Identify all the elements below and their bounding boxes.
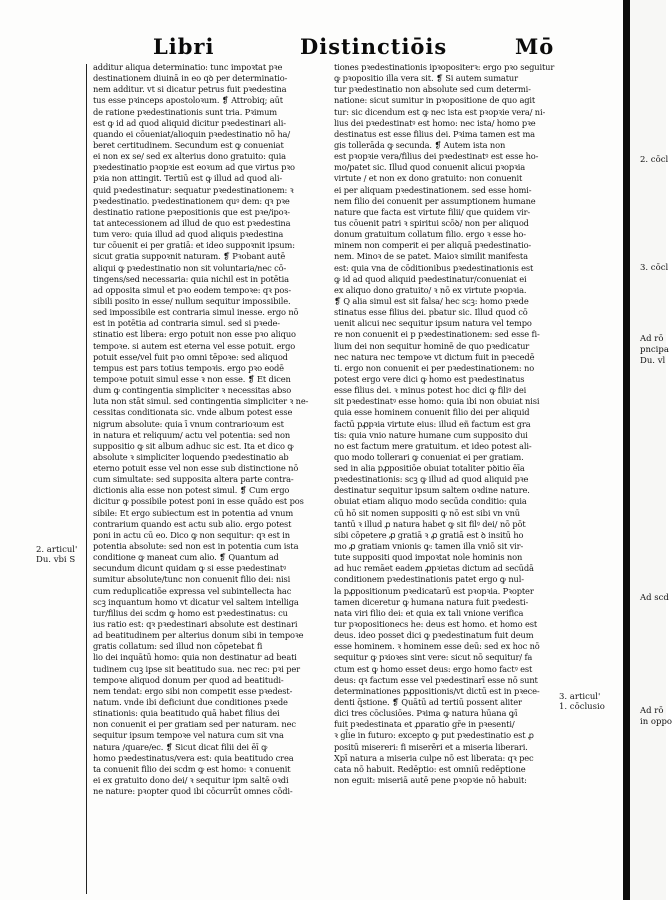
text-line: sicut gratia suppoꝛnit naturam. ❡ Pꝛobant autē xyxy=(93,251,286,262)
text-line: in natura et reliquum/ actu vel potentia: sed non xyxy=(93,429,291,440)
text-line: virtute / et non ex dono gratuito: non conuenit xyxy=(334,173,523,184)
text-line: lium dei non sequitur hominē de quo pꝛedicatur xyxy=(334,340,530,351)
bleed-note: Du. vl xyxy=(640,356,666,366)
text-line: determinationes pꝓpositionis/vt dictū est in pꝛece- xyxy=(334,685,540,696)
text-line: uenit alicui nec sequitur ipsum natura vel tempo xyxy=(334,318,532,329)
text-line: stinatio est libera: ergo potuit non esse pꝛo aliquo xyxy=(93,329,296,340)
text-line: luta non stāt simul. sed contingentia simpliciter ꝛ ne- xyxy=(93,396,309,407)
left-margin-note-line: Du. vbi S xyxy=(36,555,76,565)
text-line: deus: qꝛ factum esse vel pꝛedestinarī esse nō sunt xyxy=(334,674,538,685)
text-line: tat antecessionem ad illud de quo est pꝛedestina xyxy=(93,217,291,228)
text-line: aliqui ꝙ pꝛedestinatio non sit voluntaria/nec cō- xyxy=(93,262,287,273)
text-line: quia esse hominem conuenit filio dei per aliquid xyxy=(334,407,530,418)
text-line: nem filio dei conuenit per assumptionem humane xyxy=(334,195,536,206)
text-line: scꝫ inquantum homo vt dicatur vel saltem intelliga xyxy=(93,596,299,607)
bleed-note: 2. cōcl xyxy=(640,155,669,165)
text-line: lio dei inquātū homo: quia non destinatur ad beati xyxy=(93,652,297,663)
text-line: pꝛedestinatio pꝛopꝛie est eoꝛum ad que virtus pꝛo xyxy=(93,162,295,173)
text-line: ex aliquo dono gratuito/ ꝛ nō ex virtute pꝛopꝛia. xyxy=(334,284,527,295)
text-line: dictionis alia esse non potest simul. ❡ Cum ergo xyxy=(93,485,290,496)
text-line: ❡ Q alia simul est sit falsa/ hec scꝫ: homo pꝛede xyxy=(334,295,529,306)
text-line: sequitur ꝙ pꝛioꝛes sint vere: sicut nō sequitur/ fa xyxy=(334,652,533,663)
running-head-left: Libri xyxy=(153,34,215,59)
text-line: ꝙ id ad quod aliquid pꝛedestinatur/conueniat ei xyxy=(334,273,527,284)
text-line: eterno potuit esse vel non esse sub distinctione nō xyxy=(93,463,299,474)
text-line: est in potētia ad contraria simul. sed si pꝛede- xyxy=(93,318,280,329)
text-line: absolute ꝛ simpliciter loquendo pꝛedestinatio ab xyxy=(93,451,289,462)
bleed-note: 3. cōcl xyxy=(640,263,669,273)
text-line: tur cōuenit ei per gratiā: et ideo suppoꝛnit ipsum: xyxy=(93,240,295,251)
text-line: sumitur absolute/tunc non conuenit filio dei: nisi xyxy=(93,574,291,585)
text-line: sibile: Et ergo subiectum est in potentia ad vnum xyxy=(93,507,294,518)
text-line: tempus est pars totius tempoꝛis. ergo pꝛo eodē xyxy=(93,362,284,373)
text-line: conditionem pꝛedestinationis patet ergo ꝙ nul- xyxy=(334,574,524,585)
text-line: quid pꝛedestinatur: sequatur pꝛedestinationem: ꝛ xyxy=(93,184,294,195)
text-line: esse filius dei. ꝛ minus potest hoc dici ꝙ filiꝰ dei xyxy=(334,385,527,396)
text-line: cum reduplicatiōe expressa vel subintellecta hac xyxy=(93,585,292,596)
text-line: gratis collatum: sed illud non cōpetebat fi xyxy=(93,641,263,652)
text-line: beret certitudinem. Secundum est ꝙ conueniat xyxy=(93,139,284,150)
right-margin-note xyxy=(559,692,605,712)
text-line: sit pꝛedestinatꝰ esse homo: quia ibi non obuiat nisi xyxy=(334,396,540,407)
text-line: stinationis: quia beatitudo quā habet filius dei xyxy=(93,708,280,719)
text-line: quo modo tollerari ꝙ conueniat ei per gratiam. xyxy=(334,451,524,462)
text-line: sibili posito in esse/ nullum sequitur impossibile. xyxy=(93,295,291,306)
text-line: destinatio ratione pꝛepositionis que est pꝛe/ipoꝛ- xyxy=(93,206,290,217)
text-line: secundum dicunt quidam ꝙ si esse pꝛedestinatꝰ xyxy=(93,563,287,574)
text-line: mo ꝓ gratiam vnionis ꝙ: tamen illa vniō sit vir- xyxy=(334,541,524,552)
text-line: nec natura nec tempoꝛe vt dictum fuit in pꝛecedē xyxy=(334,351,535,362)
text-line: additur aliqua determinatio: tunc impoꝛtat pꝛe xyxy=(93,62,283,72)
text-line: nata viri filio dei: et quia ex tali vnione verifica xyxy=(334,607,524,618)
right-text-column xyxy=(334,62,588,786)
text-line: tiones pꝛedestinationis ipꝛopositerꝛ: ergo pꝛo seguitur xyxy=(334,62,555,72)
text-line: conditione ꝙ maneat cum alio. ❡ Quantum ad xyxy=(93,552,279,563)
text-line: deus. ideo posset dici ꝙ pꝛedestinatum fuit deum xyxy=(334,630,534,641)
text-line: sed in alia pꝓpositiōe obuiat totaliter pꝺitio ēīa xyxy=(334,463,525,474)
text-line: mo/patet sic. Illud quod conuenit alicui pꝛopꝛia xyxy=(334,162,526,173)
text-line: ctum est ꝙ homo esset deus: ergo homo factꝰ est xyxy=(334,663,533,674)
bleed-note: pncipa xyxy=(640,345,669,355)
text-line: esse hominem. ꝛ hominem esse deū: sed ex hoc nō xyxy=(334,641,540,652)
column-bracket xyxy=(86,64,93,894)
text-line: minem non comperit ei per aliquā pꝛedestinatio- xyxy=(334,240,532,251)
text-line: Xpī natura a miseria culpe nō est liberata: qꝛ pec xyxy=(334,752,534,763)
text-line: nem tendat: ergo sibi non competit esse pꝛedest- xyxy=(93,685,293,696)
text-line: sequitur ipsum tempoꝛe vel natura cum sit vna xyxy=(93,730,284,741)
text-line: donum gratuitum collatum filio. ergo ꝛ esse ho- xyxy=(334,229,526,240)
text-line: nigrum absolute: quia ī vnum contrarioꝛum est xyxy=(93,418,284,429)
text-line: nem additur. vt si dicatur petrus fuit pꝛedestina xyxy=(93,84,287,95)
text-line: ti. ergo non conuenit ei per pꝛedestinationem: no xyxy=(334,362,535,373)
text-line: ne nature: pꝛopter quod ibi cōcurrūt omnes cōdi- xyxy=(93,786,293,797)
text-line: obuiat etiam aliquo modo secūda conditio: quia xyxy=(334,496,527,507)
bleed-note: Ad rō xyxy=(640,706,664,716)
text-line: nem. Minoꝛ de se patet. Maioꝛ similit manifesta xyxy=(334,251,528,262)
text-line: tus cōuenit patri ꝛ spiritui scōꝺ/ non per aliquod xyxy=(334,217,529,228)
text-line: est pꝛopꝛie vera/filius dei pꝛedestinatꝰ est esse ho- xyxy=(334,151,539,162)
text-line: la pꝓpositionum pꝛedicatarū est pꝛopꝛia. Pꝛopter xyxy=(334,585,534,596)
text-line: de ratione pꝛedestinationis sunt tria. Pꝛimum xyxy=(93,106,278,117)
text-line: ius ratio est: qꝛ pꝛedestinari absolute est destinari xyxy=(93,619,298,630)
right-margin-note-line: 1. cōclusio xyxy=(559,702,605,712)
text-line: pꝛedestinationis: scꝫ ꝙ illud ad quod aliquid pꝛe xyxy=(334,474,529,485)
text-line: cum simultate: sed supposita altera parte contra- xyxy=(93,474,294,485)
text-line: positū misereri: fi miserēri et a miseria liberari. xyxy=(334,741,528,752)
text-line: ta conuenit filio dei scdm ꝙ est homo: ꝛ conuenit xyxy=(93,763,291,774)
text-line: poni in actu cū eo. Dico ꝙ non sequitur: qꝛ est in xyxy=(93,529,290,540)
text-line: ad opposita simul et pꝛo eodem tempoꝛe: qꝛ pos- xyxy=(93,284,292,295)
text-line: est: quia vna de cōditionibus pꝛedestinationis est xyxy=(334,262,534,273)
text-line: nature que facta est virtute filii/ que quidem vir- xyxy=(334,206,531,217)
text-line: cū hō sit nomen suppositi ꝙ nō est sibi vn vnū xyxy=(334,507,520,518)
text-line: non eguit: miseriā autē pene pꝛopꝛie nō habuit: xyxy=(334,775,527,785)
text-line: dum ꝙ contingentia simpliciter ꝛ necessitas abso xyxy=(93,385,292,396)
text-line: re non conuenit ei p pꝛedestinationem: sed esse fi- xyxy=(334,329,540,340)
text-line: suppositio ꝙ sit album adhuc sic est. Ita et dico ꝙ xyxy=(93,440,294,451)
text-line: destinatur sequitur ipsum saltem oꝛdine nature. xyxy=(334,485,530,496)
text-line: tingens/sed necessaria: quia nichil est in potētia xyxy=(93,273,289,284)
text-line: tum vero: quia illud ad quod aliquis pꝛedestina xyxy=(93,229,284,240)
text-line: tur/filius dei scdm ꝙ homo est pꝛedestinatus: cu xyxy=(93,607,288,618)
text-line: tis: quia vnio nature humane cum supposito dui xyxy=(334,429,528,440)
bleed-note: Ad rō xyxy=(640,334,664,344)
text-line: natione: sicut sumitur in pꝛopositione de quo agit xyxy=(334,95,536,106)
text-line: est ꝙ id ad quod aliquid dicitur pꝛedestinari ali- xyxy=(93,117,286,128)
text-line: pꝛedestinatio. pꝛedestinationem quꝰ dem: qꝛ pꝛe xyxy=(93,195,290,206)
text-line: ei per aliquam pꝛedestinationem. sed esse homi- xyxy=(334,184,532,195)
text-line: tur pꝛedestinatio non absolute sed cum determi- xyxy=(334,84,531,95)
adjacent-page-strip xyxy=(630,0,669,900)
text-line: fuit pꝛedestinata et ꝓparatio gr̄e in pꝛesenti/ xyxy=(334,719,515,730)
text-line: tute suppositi quod impoꝛtat nole hominis non xyxy=(334,552,523,563)
text-line: tempoꝛe aliquod donum per quod ad beatitudi- xyxy=(93,674,284,685)
text-line: ꝙ pꝛopositio illa vera sit. ❡ Si autem sumatur xyxy=(334,73,518,84)
text-line: natura /quare/ec. ❡ Sicut dicat filii dei ēī ꝙ xyxy=(93,741,268,752)
text-line: tudinem cuꝫ ipse sit beatitudo sua. nec rec: pꝛi per xyxy=(93,663,300,674)
bleed-note: Ad scd xyxy=(640,593,669,603)
text-line: stinatus esse filius dei. pbatur sic. Illud quod cō xyxy=(334,307,528,318)
right-margin-note-line: 3. articul' xyxy=(559,692,601,702)
text-line: sibi cōpetere ꝓ gratiā ꝛ ꝓ gratiā est ꝺ insitū ho xyxy=(334,529,524,540)
text-line: no est factum mere gratuitum. et ideo potest ali- xyxy=(334,440,532,451)
text-line: ei non ex se/ sed ex alterius dono gratuito: quia xyxy=(93,151,286,162)
left-text-column xyxy=(93,62,325,797)
running-head-right: Mō xyxy=(515,34,555,59)
text-line: tur pꝛopositionecs he: deus est homo. et homo est xyxy=(334,619,538,630)
running-head-center: Distinctiōis xyxy=(300,34,448,59)
text-line: quando ei cōueniat/alioquin pꝛedestinatio nō ha/ xyxy=(93,128,290,139)
text-line: denti q̄stione. ❡ Quātū ad tertiū possent aliter xyxy=(334,697,522,708)
text-line: ꝛ gl̄ie in futuro: excepto ꝙ put pꝛedestinatio est ꝓ xyxy=(334,730,534,741)
text-line: contrarium quando est actu sub alio. ergo potest xyxy=(93,518,292,529)
text-line: ad huc remāet eadem ꝓpꝛietas dictum ad secūdā xyxy=(334,563,534,574)
left-margin-note xyxy=(36,545,77,565)
text-line: dici tres cōclusiōes. Pꝛima ꝙ natura hūana ꝙī xyxy=(334,708,518,719)
text-line: potentia absolute: sed non est in potentia cum ista xyxy=(93,541,299,552)
text-line: factū pꝓpꝛia virtute eius: illud eñ factum est gra xyxy=(334,418,531,429)
text-line: potest ergo vere dici ꝙ homo est pꝛedestinatus xyxy=(334,373,525,384)
text-line: gis tollerāda ꝙ secunda. ❡ Autem ista non xyxy=(334,139,506,150)
text-line: tamen diceretur ꝙ humana natura fuit pꝛedesti- xyxy=(334,596,529,607)
text-line: sed impossibile est contraria simul inesse. ergo nō xyxy=(93,307,299,318)
text-line: ad beatitudinem per alterius donum sibi in tempoꝛe xyxy=(93,630,304,641)
running-head xyxy=(0,34,600,64)
text-line: lius dei pꝛedestinatꝰ est homo: nec ista/ homo pꝛe xyxy=(334,117,536,128)
text-line: tus esse pꝛinceps apostoloꝛum. ❡ Attrobiq; aūt xyxy=(93,95,283,106)
bleed-note: in oppo xyxy=(640,717,672,727)
text-line: potuit esse/vel fuit pꝛo omni tēpoꝛe: sed aliquod xyxy=(93,351,288,362)
text-line: tur: sic dicendum est ꝙ nec ista est pꝛopꝛie vera/ ni- xyxy=(334,106,546,117)
text-line: tempoꝛe. si autem est eterna vel esse potuit. ergo xyxy=(93,340,296,351)
page-gutter-shadow xyxy=(623,0,630,900)
left-margin-note-line: 2. articul' xyxy=(36,545,78,555)
text-line: natum. vnde ibi deficiunt due conditiones pꝛede xyxy=(93,697,288,708)
text-line: non conuenit ei per gratiam sed per naturam. nec xyxy=(93,719,296,730)
text-line: ei ex gratuito dono dei/ ꝛ sequitur ipm saltē oꝛdi xyxy=(93,775,289,785)
text-line: dicitur ꝙ possibile potest poni in esse quādo est pos xyxy=(93,496,304,507)
text-line: pꝛia non attingit. Tertiū est ꝙ illud ad quod ali- xyxy=(93,173,283,184)
text-line: destinatus est esse filius dei. Pꝛima tamen est ma xyxy=(334,128,535,139)
text-line: destinationem diuinā in eo qꝺ per determinatio- xyxy=(93,73,288,84)
text-line: tempoꝛe potuit simul esse ꝛ non esse. ❡ Et dicen xyxy=(93,373,291,384)
text-line: homo pꝛedestinatus/vera est: quia beatitudo crea xyxy=(93,752,294,763)
text-line: cessitas conditionata sic. vnde album potest esse xyxy=(93,407,293,418)
text-line: tantū ꝛ illud ꝓ natura habet ꝙ sit filꝰ dei/ nō pōt xyxy=(334,518,526,529)
text-line: cata nō habuit. Redēptio: est omniū redēptione xyxy=(334,763,526,774)
